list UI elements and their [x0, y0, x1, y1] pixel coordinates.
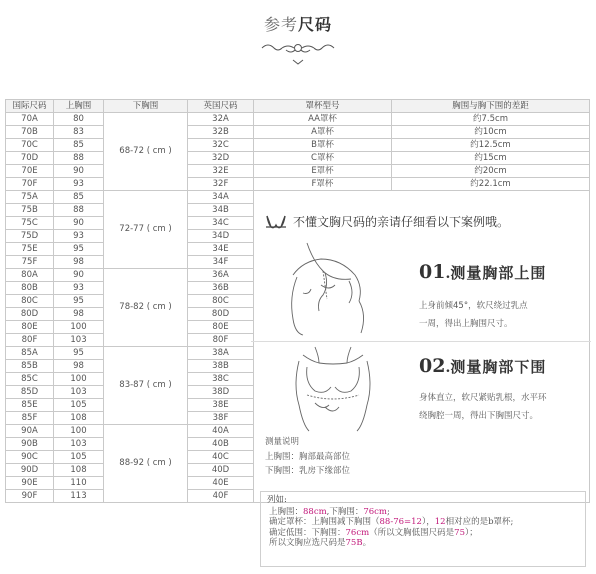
example-text: 上胸围： [269, 506, 304, 517]
example-text: ）， [421, 517, 435, 528]
cell-cup-type: B罩杯 [254, 139, 392, 152]
band-unit: ( cm ) [146, 302, 172, 312]
cell-upper-bust: 103 [54, 438, 104, 451]
example-text: ,下胸围： [326, 506, 364, 517]
cell-upper-bust: 100 [54, 373, 104, 386]
cell-under-bust-range [104, 113, 188, 191]
page-title [0, 12, 596, 35]
example-text: ; [387, 506, 390, 517]
cell-upper-bust: 98 [54, 256, 104, 269]
cell-difference: 约20cm [392, 165, 590, 178]
page-title-light: 参考 [263, 15, 298, 34]
cell-upper-bust: 95 [54, 295, 104, 308]
step2-description [419, 389, 587, 425]
cell-uk-size: 34F [188, 256, 254, 269]
cell-intl-size: 90B [6, 438, 54, 451]
cell-intl-size: 85E [6, 399, 54, 412]
legend-upper: 上胸围：胸部最高部位 [265, 451, 351, 462]
legend-title: 测量说明 [265, 437, 300, 447]
cell-intl-size: 70A [6, 113, 54, 126]
example-highlight: 88cm [303, 506, 327, 517]
cell-intl-size: 80C [6, 295, 54, 308]
cell-upper-bust: 95 [54, 243, 104, 256]
step1-number: 01 [419, 261, 446, 283]
cell-difference: 约22.1cm [392, 178, 590, 191]
column-header-upper-bust: 上胸围 [54, 100, 104, 113]
cell-upper-bust: 105 [54, 451, 104, 464]
cell-uk-size: 40C [188, 451, 254, 464]
cell-difference: 约12.5cm [392, 139, 590, 152]
example-highlight: 12 [434, 517, 446, 528]
example-highlight: 75 [454, 527, 465, 538]
cell-intl-size: 90A [6, 425, 54, 438]
cell-intl-size: 85D [6, 386, 54, 399]
cell-uk-size: 38F [188, 412, 254, 425]
band-range: 68-72 [119, 146, 144, 156]
cell-intl-size: 80D [6, 308, 54, 321]
cell-uk-size: 32E [188, 165, 254, 178]
cell-uk-size: 40B [188, 438, 254, 451]
cell-intl-size: 70D [6, 152, 54, 165]
example-text: ）； [465, 527, 478, 538]
cell-cup-type: A罩杯 [254, 126, 392, 139]
cell-intl-size: 90F [6, 490, 54, 503]
step1-description [419, 297, 587, 333]
example-text: （所以文胸低围尺码是 [369, 527, 455, 538]
column-header-difference: 胸围与胸下围的差距 [392, 100, 590, 113]
example-highlight: 75B [345, 538, 363, 549]
table-row [6, 139, 590, 152]
cell-uk-size: 36A [188, 269, 254, 282]
hint-row [265, 213, 509, 230]
cell-intl-size: 85A [6, 347, 54, 360]
cell-uk-size: 40D [188, 464, 254, 477]
cell-upper-bust: 98 [54, 308, 104, 321]
hint-text: 不懂文胸尺码的亲请仔细看以下案例哦。 [293, 215, 510, 229]
cell-upper-bust: 110 [54, 477, 104, 490]
cell-upper-bust: 103 [54, 386, 104, 399]
cell-upper-bust: 88 [54, 152, 104, 165]
column-header-uk-size: 英国尺码 [188, 100, 254, 113]
cell-uk-size: 80E [188, 321, 254, 334]
page-header [0, 0, 596, 96]
cell-intl-size: 85F [6, 412, 54, 425]
cell-upper-bust: 93 [54, 178, 104, 191]
page-title-bold: 尺码 [298, 15, 333, 34]
cell-uk-size: 32A [188, 113, 254, 126]
cell-under-bust-range [104, 347, 188, 425]
cell-uk-size: 80F [188, 334, 254, 347]
cell-upper-bust: 90 [54, 165, 104, 178]
cell-upper-bust: 90 [54, 217, 104, 230]
step-divider [251, 341, 591, 342]
step-under-bust [251, 343, 591, 435]
step2-desc-line2: 绕胸腔一周，得出下胸围尺寸。 [419, 411, 539, 421]
table-row [6, 191, 590, 204]
band-range: 88-92 [119, 458, 144, 468]
example-text: 确定罩杯：上胸围减下胸围（ [269, 517, 380, 528]
cell-uk-size: 80D [188, 308, 254, 321]
cell-upper-bust: 90 [54, 269, 104, 282]
band-unit: ( cm ) [146, 146, 172, 156]
band-unit: ( cm ) [146, 224, 172, 234]
cell-intl-size: 85C [6, 373, 54, 386]
cell-intl-size: 70C [6, 139, 54, 152]
step1-title: 测量胸部上围 [450, 264, 547, 282]
cell-upper-bust: 85 [54, 191, 104, 204]
cell-intl-size: 70F [6, 178, 54, 191]
step-upper-bust [251, 239, 591, 339]
under-bust-measure-figure [263, 345, 403, 433]
cell-uk-size: 38A [188, 347, 254, 360]
cell-upper-bust: 113 [54, 490, 104, 503]
cell-uk-size: 32F [188, 178, 254, 191]
measurement-legend [265, 435, 350, 479]
cell-uk-size: 34B [188, 204, 254, 217]
cell-uk-size: 40A [188, 425, 254, 438]
example-highlight: 76cm [345, 527, 370, 538]
step1-heading: 01.测量胸部上围 [419, 261, 547, 283]
band-unit: ( cm ) [146, 458, 172, 468]
cell-intl-size: 90D [6, 464, 54, 477]
cell-uk-size: 34C [188, 217, 254, 230]
cell-uk-size: 80C [188, 295, 254, 308]
cell-difference: 约7.5cm [392, 113, 590, 126]
legend-lower: 下胸围：乳房下缘部位 [265, 466, 351, 476]
cell-upper-bust: 100 [54, 425, 104, 438]
cell-upper-bust: 105 [54, 399, 104, 412]
upper-bust-measure-figure [263, 241, 403, 337]
band-range: 72-77 [119, 224, 144, 234]
step2-title: 测量胸部下围 [450, 358, 547, 376]
cell-intl-size: 80F [6, 334, 54, 347]
cell-under-bust-range [104, 191, 188, 269]
cell-upper-bust: 93 [54, 282, 104, 295]
cell-uk-size: 36B [188, 282, 254, 295]
column-header-cup-type: 罩杯型号 [254, 100, 392, 113]
cell-intl-size: 75E [6, 243, 54, 256]
cell-difference: 约10cm [392, 126, 590, 139]
cell-intl-size: 70B [6, 126, 54, 139]
cell-under-bust-range [104, 269, 188, 347]
cell-intl-size: 70E [6, 165, 54, 178]
cell-uk-size: 34D [188, 230, 254, 243]
cell-uk-size: 38B [188, 360, 254, 373]
cell-intl-size: 75F [6, 256, 54, 269]
cell-uk-size: 32D [188, 152, 254, 165]
example-title: 列如: [267, 495, 287, 505]
bra-icon [265, 214, 287, 230]
example-line-3 [267, 528, 579, 539]
cell-uk-size: 40E [188, 477, 254, 490]
cell-upper-bust: 85 [54, 139, 104, 152]
cell-intl-size: 75A [6, 191, 54, 204]
cell-upper-bust: 93 [54, 230, 104, 243]
column-header-under-bust: 下胸围 [104, 100, 188, 113]
cell-intl-size: 75D [6, 230, 54, 243]
example-text: 。 [362, 538, 372, 549]
cell-intl-size: 90C [6, 451, 54, 464]
example-highlight: 88-76=12 [379, 517, 422, 528]
cell-under-bust-range [104, 425, 188, 503]
band-range: 83-87 [119, 380, 144, 390]
cell-cup-type: AA罩杯 [254, 113, 392, 126]
step1-desc-line2: 一周，得出上胸围尺寸。 [419, 319, 513, 329]
measurement-guide [251, 203, 591, 570]
step2-desc-line1: 身体直立，软尺紧贴乳根，水平环 [419, 393, 547, 403]
table-row [6, 126, 590, 139]
cell-uk-size: 40F [188, 490, 254, 503]
cell-intl-size: 75C [6, 217, 54, 230]
example-text: 确定低围：下胸围： [269, 527, 346, 538]
step2-heading: 02.测量胸部下围 [419, 355, 547, 377]
band-unit: ( cm ) [146, 380, 172, 390]
table-row [6, 113, 590, 126]
table-row [6, 178, 590, 191]
cell-upper-bust: 103 [54, 334, 104, 347]
cell-intl-size: 80B [6, 282, 54, 295]
cell-intl-size: 75B [6, 204, 54, 217]
cell-upper-bust: 100 [54, 321, 104, 334]
cell-uk-size: 38C [188, 373, 254, 386]
cell-upper-bust: 95 [54, 347, 104, 360]
table-row [6, 152, 590, 165]
cell-uk-size: 34A [188, 191, 254, 204]
cell-upper-bust: 88 [54, 204, 104, 217]
column-header-intl-size: 国际尺码 [6, 100, 54, 113]
band-range: 78-82 [119, 302, 144, 312]
cell-upper-bust: 108 [54, 464, 104, 477]
table-header-row [6, 100, 590, 113]
ornament-icon [258, 38, 338, 68]
example-box [260, 491, 586, 567]
example-line-1 [267, 507, 579, 518]
step2-number: 02 [419, 355, 446, 377]
cell-cup-type: C罩杯 [254, 152, 392, 165]
cell-uk-size: 34E [188, 243, 254, 256]
cell-cup-type: E罩杯 [254, 165, 392, 178]
example-text: 所以文胸应选尺码是 [269, 538, 346, 549]
step1-desc-line1: 上身前倾45°，软尺绕过乳点 [419, 301, 528, 311]
example-text: 相对应的是b罩杯; [445, 517, 514, 528]
cell-intl-size: 90E [6, 477, 54, 490]
cell-upper-bust: 83 [54, 126, 104, 139]
cell-intl-size: 85B [6, 360, 54, 373]
cell-intl-size: 80A [6, 269, 54, 282]
cell-upper-bust: 108 [54, 412, 104, 425]
cell-uk-size: 32C [188, 139, 254, 152]
cell-uk-size: 38E [188, 399, 254, 412]
table-row [6, 165, 590, 178]
example-line-4 [267, 538, 579, 549]
cell-difference: 约15cm [392, 152, 590, 165]
cell-uk-size: 38D [188, 386, 254, 399]
example-line-2 [267, 517, 579, 528]
cell-intl-size: 80E [6, 321, 54, 334]
cell-cup-type: F罩杯 [254, 178, 392, 191]
example-highlight: 76cm [363, 506, 387, 517]
cell-uk-size: 32B [188, 126, 254, 139]
cell-upper-bust: 80 [54, 113, 104, 126]
cell-upper-bust: 98 [54, 360, 104, 373]
